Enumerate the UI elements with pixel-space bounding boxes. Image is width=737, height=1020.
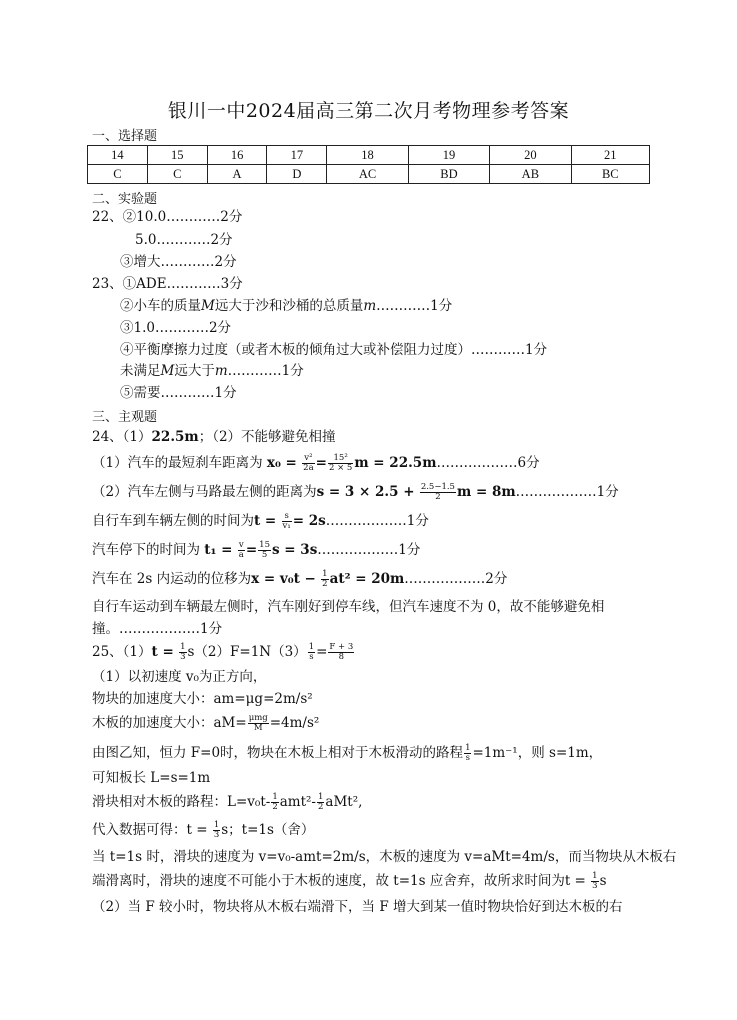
- numerator: 15: [259, 540, 270, 550]
- fraction: [179, 643, 186, 662]
- table-cell: C: [147, 165, 207, 184]
- denominator: s: [465, 753, 470, 763]
- text: ②小车的质量: [120, 298, 201, 314]
- numerator: 1: [322, 569, 328, 579]
- var-M: M: [201, 298, 215, 314]
- fraction: [464, 744, 471, 763]
- table-cell: 17: [267, 146, 327, 165]
- text: amt²-: [279, 794, 316, 810]
- numerator: s: [282, 512, 292, 522]
- text: 25、（1）: [92, 644, 152, 660]
- denominator: 2a: [303, 463, 314, 473]
- numerator: 1: [308, 642, 315, 652]
- section-heading-choice: 一、选择题: [92, 129, 158, 144]
- numerator: 1: [317, 792, 324, 802]
- q25-line-6: 可知板长 L=s=1m: [92, 770, 211, 786]
- q25-line-1: [92, 643, 355, 662]
- table-cell: AB: [490, 165, 571, 184]
- text: 远大于沙和沙桶的总质量: [214, 298, 364, 314]
- equation: t₁ =: [204, 542, 233, 558]
- q25-line-10: [92, 872, 607, 891]
- denominator: 2: [272, 802, 278, 812]
- denominator: v₁: [282, 521, 291, 531]
- equation: s = 3 × 2.5 +: [316, 484, 415, 500]
- text: 24、（1）: [92, 429, 152, 445]
- q24-line-2: [92, 454, 540, 473]
- q24-line-5: [92, 541, 420, 560]
- equation: t =: [254, 513, 277, 529]
- result: = 2s: [292, 513, 326, 529]
- q25-line-5: [92, 744, 602, 763]
- table-cell: 15: [147, 146, 207, 165]
- table-cell: D: [267, 165, 327, 184]
- numerator: F + 3: [329, 642, 354, 652]
- q25-line-7: [92, 793, 362, 812]
- fraction: [420, 483, 456, 502]
- numerator: 1: [592, 871, 598, 881]
- fraction: [302, 454, 314, 473]
- fraction: [328, 643, 354, 662]
- q24-line-6: [92, 570, 507, 589]
- result: s = 3s: [271, 542, 318, 558]
- score: ………………2分: [404, 571, 508, 587]
- text: 远大于: [174, 363, 215, 379]
- fraction: [271, 793, 278, 812]
- answer-table: [87, 145, 650, 184]
- result: m = 8m: [456, 484, 516, 500]
- text: =4m/s²: [269, 715, 320, 731]
- text: …………1分: [227, 363, 304, 379]
- table-cell: 14: [88, 146, 148, 165]
- denominator: 2: [435, 492, 441, 502]
- q25-line-2: （1）以初速度 v₀为正方向，: [92, 669, 267, 685]
- table-cell: 20: [490, 146, 571, 165]
- q24-line-1: [92, 428, 336, 446]
- table-row-numbers: [88, 146, 650, 165]
- q23-line-5: [120, 362, 304, 380]
- denominator: 8: [338, 652, 345, 662]
- denominator: 2: [322, 579, 328, 589]
- fraction: [317, 793, 324, 812]
- text: 未满足: [120, 363, 161, 379]
- equation: x = v₀t −: [251, 571, 316, 587]
- q25-line-4: [92, 714, 319, 733]
- var-m: m: [214, 363, 228, 379]
- score: ………………1分: [515, 484, 619, 500]
- q23-line-2: [120, 297, 452, 315]
- q24-line-7: 自行车运动到车辆最左侧时，汽车刚好到停车线，但汽车速度不为 0，故不能够避免相撞。………………1分: [92, 599, 605, 637]
- denominator: 3: [592, 881, 598, 891]
- q22-line-2: 5.0…………2分: [135, 232, 233, 248]
- table-cell: 21: [571, 146, 649, 165]
- table-cell: 18: [327, 146, 408, 165]
- q25-line-9: 当 t=1s 时，滑块的速度为 v=v₀-amt=2m/s，木板的速度为 v=aMt=4m/s，而当物块从木板右: [92, 849, 677, 865]
- table-cell: A: [207, 165, 267, 184]
- text: s（2）F=1N（3）: [187, 644, 307, 660]
- equation: =: [245, 542, 258, 558]
- numerator: 1: [180, 642, 186, 652]
- text: 汽车在 2s 内运动的位移为: [92, 571, 252, 587]
- numerator: v²: [302, 454, 314, 464]
- fraction: [321, 570, 328, 589]
- q23-line-3: ③1.0…………2分: [120, 320, 232, 336]
- text: =1m⁻¹，则 s=1m，: [472, 745, 603, 761]
- answer-bold: 22.5m: [151, 429, 199, 445]
- denominator: s: [309, 652, 314, 662]
- var-M: M: [160, 363, 175, 379]
- fraction: [238, 541, 245, 560]
- text: s；t=1s（舍）: [221, 822, 315, 838]
- numerator: 2.5−1.5: [420, 482, 455, 492]
- q24-line-4: [92, 512, 429, 531]
- q25-line-11: （2）当 F 较小时，物块将从木板右端滑下，当 F 增大到某一值时物块恰好到达木板的右: [92, 899, 623, 915]
- text: aMt²,: [325, 794, 363, 810]
- equation: x₀ =: [266, 455, 297, 471]
- text: 由图乙知，恒力 F=0时，物块在木板上相对于木板滑动的路程: [92, 745, 464, 761]
- text: s: [599, 873, 607, 889]
- score: ………………1分: [317, 542, 421, 558]
- denominator: M: [253, 723, 263, 733]
- fraction: [591, 872, 598, 891]
- text: …………1分: [376, 298, 453, 314]
- numerator: 15²: [328, 454, 353, 464]
- fraction: [258, 541, 271, 560]
- table-cell: BD: [408, 165, 489, 184]
- text: 汽车停下的时间为: [92, 542, 200, 558]
- result: at² = 20m: [329, 571, 405, 587]
- q25-line-3: 物块的加速度大小：am=μg=2m/s²: [92, 691, 313, 707]
- equation: =: [315, 455, 327, 471]
- text: 代入数据可得：: [92, 822, 187, 838]
- text: 端滑离时，滑块的速度不可能小于木板的速度，故 t=1s 应舍弃，故所求时间为: [92, 873, 565, 889]
- denominator: 5: [261, 550, 268, 560]
- numerator: v: [238, 540, 244, 550]
- fraction: [328, 454, 353, 473]
- text: 自行车到车辆左侧的时间为: [92, 513, 254, 529]
- table-cell: C: [88, 165, 148, 184]
- section-heading-main: 三、主观题: [92, 410, 158, 425]
- q23-line-6: ⑤需要…………1分: [120, 385, 237, 401]
- table-cell: BC: [571, 165, 649, 184]
- text: 滑块相对木板的路程：L=v₀t-: [92, 794, 271, 810]
- equation: t =: [564, 873, 586, 889]
- q23-line-1: 23、①ADE…………3分: [92, 276, 243, 292]
- table-row-answers: [88, 165, 650, 184]
- q24-line-3: [92, 483, 619, 502]
- fraction: [308, 643, 315, 662]
- table-cell: 19: [408, 146, 489, 165]
- table-cell: AC: [327, 165, 408, 184]
- denominator: 3: [180, 652, 186, 662]
- fraction: [282, 512, 292, 531]
- text: ；（2）不能够避免相撞: [198, 429, 336, 445]
- numerator: μmg: [248, 713, 268, 723]
- score: ………………6分: [436, 455, 540, 471]
- score: ………………1分: [325, 513, 429, 529]
- denominator: a: [238, 550, 244, 560]
- fraction: [213, 821, 220, 840]
- numerator: 1: [213, 820, 220, 830]
- denominator: 2: [317, 802, 324, 812]
- fraction: [248, 714, 269, 733]
- section-heading-experiment: 二、实验题: [92, 192, 158, 207]
- equation: t =: [186, 822, 208, 838]
- var-m: m: [363, 298, 377, 314]
- numerator: 1: [465, 743, 471, 753]
- text: 木板的加速度大小：aM=: [92, 715, 247, 731]
- result: m = 22.5m: [354, 455, 437, 471]
- denominator: 2 × 5: [328, 463, 353, 473]
- q22-line-3: ③增大…………2分: [120, 254, 237, 270]
- page-title: 银川一中2024届高三第二次月考物理参考答案: [167, 100, 570, 122]
- text: （1）汽车的最短刹车距离为: [92, 455, 263, 471]
- equation: t =: [151, 644, 174, 660]
- table-cell: 16: [207, 146, 267, 165]
- denominator: 3: [213, 830, 220, 840]
- equation: =: [316, 644, 328, 660]
- numerator: 1: [272, 792, 278, 802]
- q25-line-8: [92, 821, 314, 840]
- q23-line-4: ④平衡摩擦力过度（或者木板的倾角过大或补偿阻力过度）…………1分: [120, 342, 548, 358]
- text: （2）汽车左侧与马路最左侧的距离为: [92, 484, 317, 500]
- q22-line-1: 22、②10.0…………2分: [92, 209, 243, 225]
